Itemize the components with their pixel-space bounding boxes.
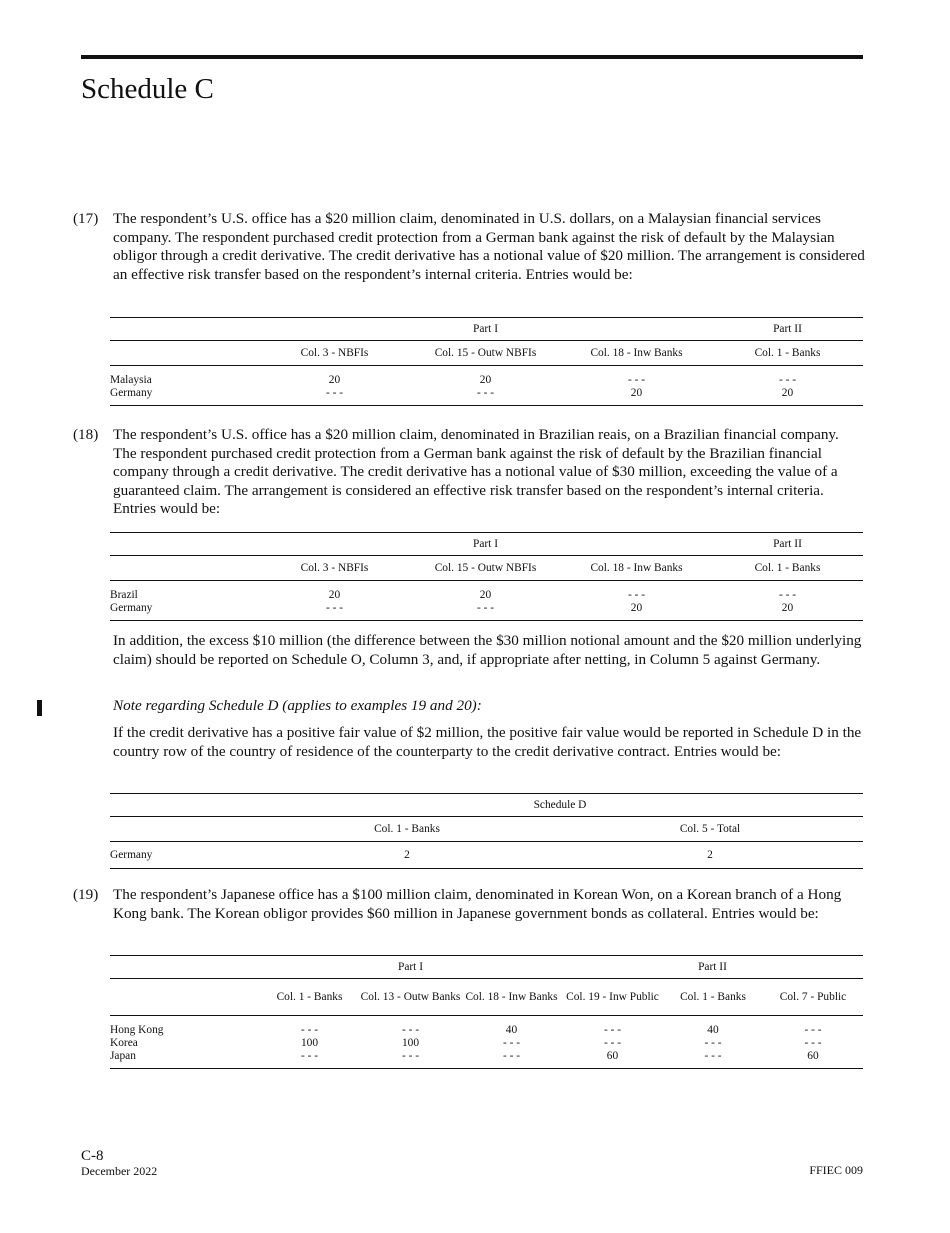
schedule-d-note-heading: Note regarding Schedule D (applies to examples 19 and 20): xyxy=(113,697,482,714)
column-header: Col. 5 - Total xyxy=(557,817,863,842)
cell-value: - - - xyxy=(410,602,561,621)
table-row xyxy=(110,581,863,603)
part-1-header: Part I xyxy=(259,318,712,341)
column-header: Col. 1 - Banks xyxy=(257,817,557,842)
cell-value: 20 xyxy=(561,602,712,621)
page-title: Schedule C xyxy=(81,73,214,105)
example-17-text xyxy=(73,210,865,284)
excess-note: In addition, the excess $10 million (the difference between the $30 million notional amount and the $20 million underlying claim) should be reported on Schedule O, Column 3, and, if appropriate after netting, in Column 5 against Germany. xyxy=(113,632,862,668)
table-row xyxy=(110,1037,863,1050)
column-header: Col. 1 - Banks xyxy=(712,556,863,581)
cell-value: - - - xyxy=(603,1037,622,1049)
part-2-header: Part II xyxy=(562,956,863,979)
example-18-number: (18) xyxy=(73,426,99,443)
cell-value: 20 xyxy=(328,589,341,601)
form-id: FFIEC 009 xyxy=(809,1163,863,1177)
example-18-body: The respondent’s U.S. office has a $20 million claim, denominated in Brazilian reais, on a Brazilian financial company. The respondent purchased credit protection from a German bank against the risk of default by the Brazilian financial company through a credit derivative. The credit derivative has a notional value of $30 million, exceeding the value of a guaranteed claim. The arrangement is considered an effective risk transfer based on the respondent’s internal criteria. Entries would be: xyxy=(113,426,839,518)
column-header: Col. 1 - Banks xyxy=(712,341,863,366)
cell-value: - - - xyxy=(627,374,646,386)
cell-value: 100 xyxy=(300,1037,319,1049)
cell-value: - - - xyxy=(663,1050,763,1069)
cell-value: 20 xyxy=(479,374,492,386)
row-label: Brazil xyxy=(110,589,138,601)
row-label: Japan xyxy=(110,1050,259,1069)
row-label: Hong Kong xyxy=(110,1024,164,1036)
example-17-table xyxy=(110,317,863,406)
column-header: Col. 19 - Inw Public xyxy=(562,979,663,1016)
row-label: Germany xyxy=(110,387,259,406)
cell-value: 20 xyxy=(712,387,863,406)
example-19-table xyxy=(110,955,863,1069)
cell-value: - - - xyxy=(461,1050,562,1069)
cell-value: 100 xyxy=(401,1037,420,1049)
footer-date: December 2022 xyxy=(81,1164,158,1178)
row-label-header xyxy=(110,318,259,341)
example-19-text xyxy=(73,886,865,923)
part-2-header: Part II xyxy=(712,318,863,341)
cell-value: - - - xyxy=(259,387,410,406)
cell-value: - - - xyxy=(401,1024,420,1036)
example-17-number: (17) xyxy=(73,210,99,227)
cell-value: - - - xyxy=(804,1024,822,1036)
cell-value: - - - xyxy=(502,1037,521,1049)
row-label: Germany xyxy=(110,602,259,621)
page-number: C-8 xyxy=(81,1148,104,1164)
footer-left xyxy=(81,1148,157,1178)
cell-value: 2 xyxy=(257,842,557,869)
column-header: Col. 1 - Banks xyxy=(259,979,360,1016)
column-header: Col. 18 - Inw Banks xyxy=(461,979,562,1016)
part-1-header: Part I xyxy=(259,533,712,556)
example-18-table xyxy=(110,532,863,621)
header-rule xyxy=(81,55,863,59)
column-header: Col. 15 - Outw NBFIs xyxy=(410,341,561,366)
change-bar xyxy=(37,700,42,716)
schedule-d-header: Schedule D xyxy=(257,794,863,817)
example-19-number: (19) xyxy=(73,886,99,903)
table-row xyxy=(110,366,863,388)
column-header: Col. 1 - Banks xyxy=(663,979,763,1016)
cell-value: - - - xyxy=(410,387,561,406)
table-row xyxy=(110,602,863,621)
part-2-header: Part II xyxy=(712,533,863,556)
column-header: Col. 15 - Outw NBFIs xyxy=(410,556,561,581)
cell-value: - - - xyxy=(259,1050,360,1069)
column-header: Col. 18 - Inw Banks xyxy=(561,341,712,366)
row-label: Malaysia xyxy=(110,374,152,386)
part-1-header: Part I xyxy=(259,956,562,979)
column-header: Col. 18 - Inw Banks xyxy=(561,556,712,581)
cell-value: - - - xyxy=(804,1037,822,1049)
example-18-text xyxy=(73,426,865,519)
cell-value: 60 xyxy=(562,1050,663,1069)
cell-value: 20 xyxy=(328,374,341,386)
cell-value: 2 xyxy=(557,842,863,869)
row-label: Korea xyxy=(110,1037,138,1049)
table-row xyxy=(110,1016,863,1038)
schedule-d-table xyxy=(110,793,863,869)
cell-value: - - - xyxy=(627,589,646,601)
table-row xyxy=(110,387,863,406)
cell-value: 20 xyxy=(561,387,712,406)
column-header: Col. 7 - Public xyxy=(763,979,863,1016)
cell-value: - - - xyxy=(778,374,797,386)
cell-value: 20 xyxy=(479,589,492,601)
column-header: Col. 3 - NBFIs xyxy=(259,341,410,366)
cell-value: - - - xyxy=(360,1050,461,1069)
schedule-d-note-text: If the credit derivative has a positive fair value of $2 million, the positive fair value would be reported in Schedule D in the country row of the country of residence of the counterparty to the credit derivative contract. Entries would be: xyxy=(113,724,862,760)
example-19-body: The respondent’s Japanese office has a $100 million claim, denominated in Korean Won, on a Korean branch of a Hong Kong bank. The Korean obligor provides $60 million in Japanese government bonds as collateral. Entries would be: xyxy=(113,886,842,922)
cell-value: - - - xyxy=(704,1037,722,1049)
cell-value: - - - xyxy=(603,1024,622,1036)
example-17-body: The respondent’s U.S. office has a $20 million claim, denominated in U.S. dollars, on a Malaysian financial services company. The respondent purchased credit protection from a German bank against the risk of default by the Malaysian obligor through a credit derivative. The credit derivative has a notional value of $20 million. The arrangement is considered an effective risk transfer based on the respondent’s internal criteria. Entries would be: xyxy=(113,210,865,283)
cell-value: 20 xyxy=(712,602,863,621)
cell-value: - - - xyxy=(778,589,797,601)
table-row xyxy=(110,1050,863,1069)
cell-value: - - - xyxy=(259,602,410,621)
row-label: Germany xyxy=(110,842,257,869)
table-row xyxy=(110,842,863,869)
column-header: Col. 3 - NBFIs xyxy=(259,556,410,581)
column-header: Col. 13 - Outw Banks xyxy=(360,979,461,1016)
cell-value: 60 xyxy=(763,1050,863,1069)
cell-value: - - - xyxy=(300,1024,319,1036)
cell-value: 40 xyxy=(505,1024,518,1036)
cell-value: 40 xyxy=(707,1024,719,1036)
